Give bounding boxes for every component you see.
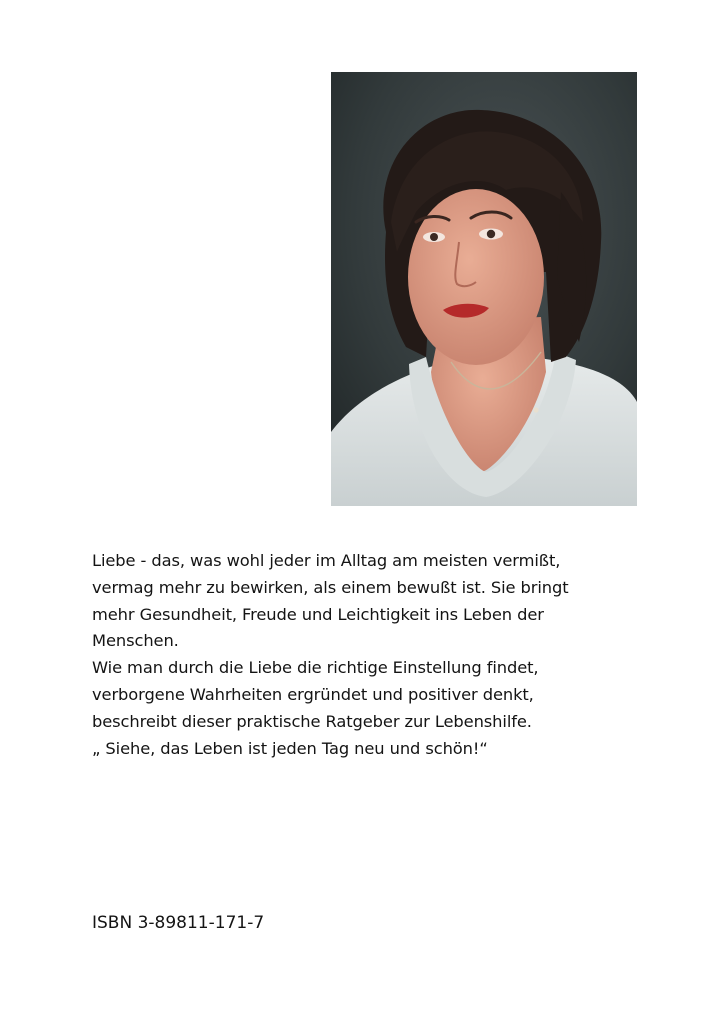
description-text [92, 548, 632, 762]
description-line: Menschen. [92, 631, 179, 651]
description-line: Wie man durch die Liebe die richtige Einstellung findet, [92, 658, 539, 678]
description-line: beschreibt dieser praktische Ratgeber zur Lebenshilfe. [92, 711, 532, 731]
description-line: Liebe - das, was wohl jeder im Alltag am meisten vermißt, [92, 551, 561, 570]
description-line: mehr Gesundheit, Freude und Leichtigkeit ins Leben der [92, 604, 544, 624]
description-line: verborgene Wahrheiten ergründet und positiver denkt, [92, 684, 534, 704]
description-line: vermag mehr zu bewirken, als einem bewußt ist. Sie bringt [92, 577, 569, 597]
author-portrait-photo-icon [331, 72, 637, 506]
description-quote: „ Siehe, das Leben ist jeden Tag neu und schön!“ [92, 738, 488, 758]
isbn-number: ISBN 3-89811-171-7 [92, 913, 265, 933]
author-photo [331, 72, 637, 506]
